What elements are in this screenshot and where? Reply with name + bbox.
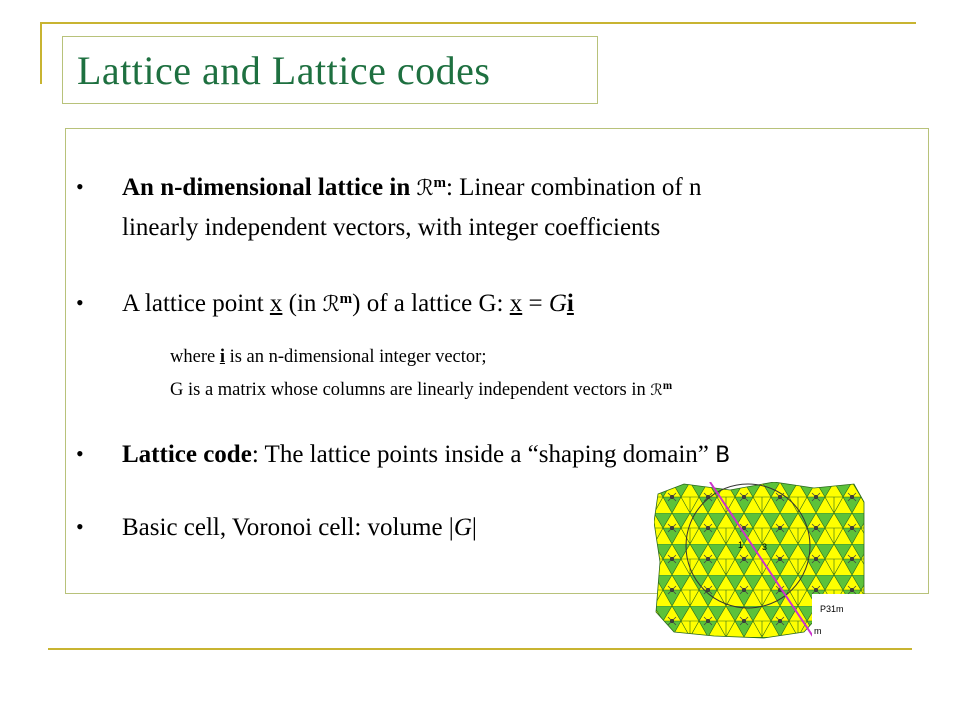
superscript-m: m: [339, 290, 353, 307]
left-decor-line: [40, 22, 42, 84]
equals-sign: =: [522, 290, 549, 317]
sub-2-text: G is a matrix whose columns are linearly independent vectors in: [170, 380, 651, 400]
real-symbol: ℛ: [322, 292, 340, 317]
bullet-dot-4: •: [76, 514, 84, 539]
bullet-4-post: |: [471, 514, 477, 541]
bullet-dot-2: •: [76, 290, 84, 315]
label-one: 1: [738, 540, 744, 550]
bottom-decor-line: [48, 648, 912, 650]
bullet-dot-3: •: [76, 441, 84, 466]
sub-line-2: [170, 380, 672, 401]
bullet-2-pre: A lattice point: [122, 290, 270, 317]
bullet-4-line: [122, 514, 477, 542]
bullet-3-bold: Lattice code: [122, 441, 252, 468]
bullet-2-line: [122, 290, 574, 318]
real-symbol: ℛ: [650, 380, 663, 399]
label-p31m: P31m: [820, 604, 844, 614]
var-b: B: [715, 443, 731, 468]
sub-1-pre: where: [170, 347, 220, 367]
bullet-1-rest: Linear combination of n: [452, 174, 702, 201]
bullet-3-line: [122, 441, 730, 469]
bullet-2-mid1: (in: [282, 290, 323, 317]
sub-line-1: [170, 347, 486, 368]
bullet-1-colon: :: [445, 174, 453, 201]
bullet-1-bold-lead: An n-dimensional lattice in: [122, 174, 417, 201]
bullet-dot-1: •: [76, 174, 84, 199]
bullet-2-mid3: :: [496, 290, 510, 317]
bullet-4-pre: Basic cell, Voronoi cell: volume |: [122, 514, 454, 541]
real-symbol: ℛ: [416, 176, 434, 201]
superscript-m: m: [662, 379, 673, 392]
var-g-2: G: [548, 290, 567, 317]
superscript-m: m: [433, 174, 446, 191]
bullet-1-line-2: linearly independent vectors, with integer coefficients: [122, 214, 661, 241]
var-i: i: [566, 290, 574, 317]
label-m: m: [814, 626, 822, 636]
sub-var-i: i: [219, 347, 225, 367]
top-decor-line: [40, 22, 916, 24]
label-three: 3: [762, 542, 768, 552]
title-box: [62, 36, 598, 104]
bullet-2-mid2: ) of a lattice: [352, 290, 479, 317]
var-x-2: x: [509, 290, 523, 317]
var-g: G: [478, 290, 497, 317]
bullet-1-line-1: [122, 174, 701, 202]
slide-title: Lattice and Lattice codes: [77, 48, 491, 93]
bullet-3-rest: : The lattice points inside a “shaping domain”: [251, 441, 716, 468]
tiling-figure: [654, 482, 868, 640]
var-x: x: [269, 290, 283, 317]
var-g-3: G: [453, 514, 472, 541]
sub-1-post: is an n-dimensional integer vector;: [224, 347, 487, 367]
